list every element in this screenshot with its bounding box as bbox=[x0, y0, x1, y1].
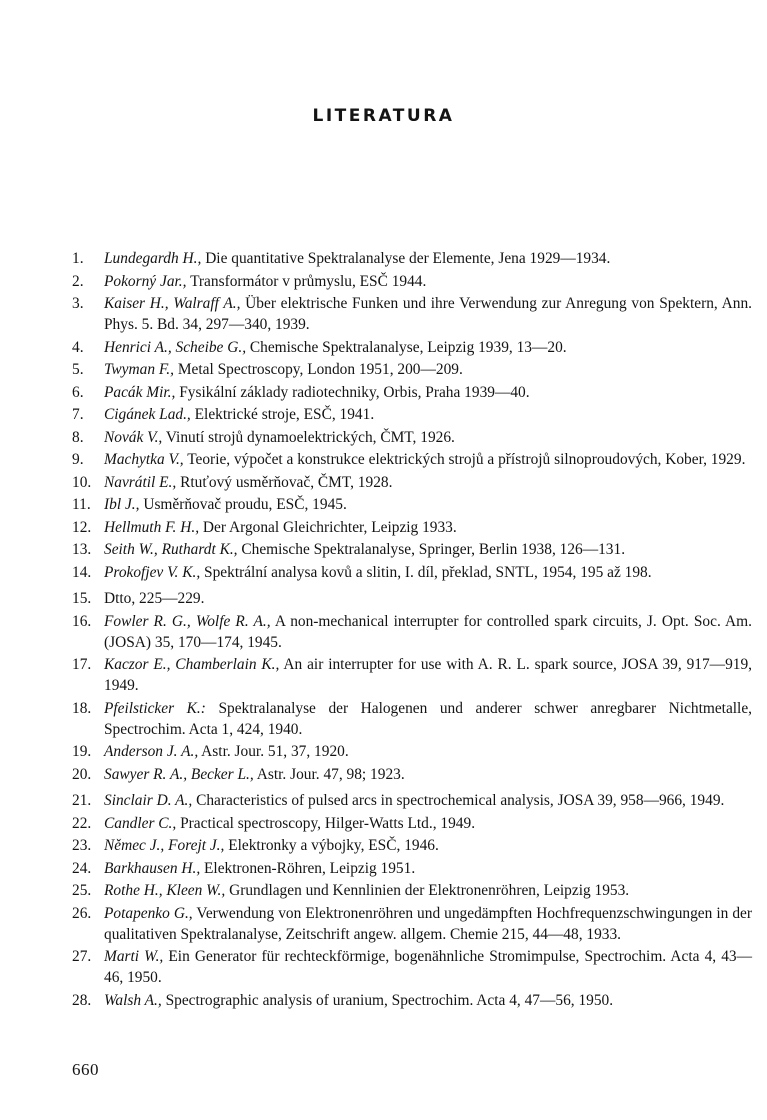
reference-body bbox=[104, 880, 752, 901]
reference-body bbox=[104, 990, 752, 1011]
reference-text: Astr. Jour. 47, 98; 1923. bbox=[253, 765, 405, 783]
reference-number: 23. bbox=[72, 837, 92, 854]
reference-item bbox=[72, 562, 752, 585]
reference-number: 5. bbox=[72, 361, 84, 378]
reference-number: 10. bbox=[72, 473, 92, 491]
reference-item bbox=[72, 654, 752, 698]
reference-body bbox=[104, 248, 752, 269]
reference-number: 22. bbox=[72, 814, 92, 832]
reference-body bbox=[104, 813, 752, 834]
reference-author: Henrici A., Scheibe G., bbox=[104, 338, 247, 356]
reference-item bbox=[72, 472, 752, 495]
reference-text: Transformátor v průmyslu, ESČ 1944. bbox=[186, 272, 427, 290]
reference-number: 24. bbox=[72, 859, 92, 877]
reference-text: Vinutí strojů dynamoelektrických, ČMT, 1926. bbox=[162, 428, 455, 446]
reference-text: Spektralanalyse der Halogenen und anderer schwer anregbarer Nichtmetalle, Spectrochim. Acta 1, 424, 1940. bbox=[104, 699, 753, 738]
reference-text: Chemische Spektralanalyse, Springer, Berlin 1938, 126—131. bbox=[237, 541, 626, 558]
reference-author: Anderson J. A., bbox=[104, 743, 199, 760]
reference-item bbox=[72, 539, 752, 562]
reference-text: Elektrické stroje, ESČ, 1941. bbox=[190, 406, 375, 423]
reference-body bbox=[104, 588, 752, 609]
reference-item bbox=[72, 698, 752, 742]
reference-body bbox=[104, 764, 752, 785]
reference-author: Kaiser H., Walraff A., bbox=[104, 295, 241, 312]
reference-item bbox=[72, 790, 752, 813]
reference-author: Sawyer R. A., Becker L., bbox=[104, 765, 254, 783]
reference-item bbox=[72, 903, 752, 947]
reference-body bbox=[104, 271, 752, 292]
reference-author: Walsh A., bbox=[104, 991, 162, 1009]
reference-item bbox=[72, 990, 752, 1013]
reference-author: Twyman F., bbox=[104, 361, 174, 378]
reference-body bbox=[104, 903, 752, 945]
reference-body bbox=[104, 562, 752, 583]
reference-body bbox=[104, 946, 752, 988]
reference-body bbox=[104, 654, 752, 696]
reference-number: 27. bbox=[72, 948, 92, 965]
reference-body bbox=[104, 517, 752, 538]
reference-item bbox=[72, 248, 752, 271]
reference-body bbox=[104, 835, 752, 856]
reference-body bbox=[104, 858, 752, 879]
reference-number: 20. bbox=[72, 765, 92, 783]
reference-body bbox=[104, 382, 752, 403]
reference-author: Candler C., bbox=[104, 814, 177, 832]
reference-number: 12. bbox=[72, 518, 92, 536]
reference-body bbox=[104, 449, 752, 470]
reference-body bbox=[104, 404, 752, 425]
reference-text: Spektrální analysa kovů a slitin, I. díl, překlad, SNTL, 1954, 195 až 198. bbox=[200, 563, 652, 581]
reference-body bbox=[104, 698, 752, 740]
reference-author: Pfeilsticker K.: bbox=[104, 699, 206, 717]
reference-item bbox=[72, 946, 752, 990]
reference-author: Pokorný Jar., bbox=[104, 272, 187, 290]
reference-item bbox=[72, 858, 752, 881]
reference-text: Chemische Spektralanalyse, Leipzig 1939, 13—20. bbox=[246, 338, 567, 356]
reference-author: Hellmuth F. H., bbox=[104, 518, 200, 536]
reference-author: Prokofjev V. K., bbox=[104, 563, 201, 581]
reference-item bbox=[72, 404, 752, 427]
reference-author: Kaczor E., Chamberlain K., bbox=[104, 656, 280, 673]
reference-text: Verwendung von Elektronenröhren und ungedämpften Hochfrequenzschwingungen in der qualitativen Spektralanalyse, Zeitschrift angew. allgem. Chemie 215, 44—48, 1933. bbox=[104, 904, 752, 943]
reference-item bbox=[72, 382, 752, 405]
reference-number: 15. bbox=[72, 590, 92, 607]
reference-body bbox=[104, 611, 752, 653]
reference-text: Elektronky a výbojky, ESČ, 1946. bbox=[224, 837, 439, 854]
reference-number: 6. bbox=[72, 383, 84, 401]
reference-number: 17. bbox=[72, 656, 92, 673]
reference-text: Characteristics of pulsed arcs in spectrochemical analysis, JOSA 39, 958—966, 1949. bbox=[192, 792, 725, 809]
reference-text: Practical spectroscopy, Hilger-Watts Ltd., 1949. bbox=[176, 814, 476, 832]
reference-text: Teorie, výpočet a konstrukce elektrických strojů a přístrojů silnoproudových, Kober, 1929. bbox=[183, 451, 746, 468]
reference-list bbox=[72, 248, 752, 1012]
reference-body bbox=[104, 293, 752, 335]
reference-number: 1. bbox=[72, 250, 84, 267]
reference-item bbox=[72, 517, 752, 540]
reference-author: Seith W., Ruthardt K., bbox=[104, 541, 238, 558]
reference-body bbox=[104, 359, 752, 380]
reference-text: Elektronen-Röhren, Leipzig 1951. bbox=[200, 859, 416, 877]
reference-number: 19. bbox=[72, 743, 92, 760]
reference-number: 13. bbox=[72, 541, 92, 558]
reference-text: An air interrupter for use with A. R. L. spark source, JOSA 39, 917—919, 1949. bbox=[104, 656, 753, 694]
reference-author: Ibl J., bbox=[104, 496, 140, 513]
reference-text: Die quantitative Spektralanalyse der Elemente, Jena 1929—1934. bbox=[201, 250, 611, 267]
reference-number: 26. bbox=[72, 904, 92, 922]
reference-author: Machytka V., bbox=[104, 451, 184, 468]
reference-author: Potapenko G., bbox=[104, 904, 193, 922]
reference-number: 16. bbox=[72, 612, 92, 630]
reference-body bbox=[104, 539, 752, 560]
reference-author: Němec J., Forejt J., bbox=[104, 837, 225, 854]
reference-body bbox=[104, 790, 752, 811]
reference-item bbox=[72, 449, 752, 472]
reference-text: Rtuťový usměrňovač, ČMT, 1928. bbox=[176, 473, 393, 491]
reference-number: 7. bbox=[72, 406, 84, 423]
reference-item bbox=[72, 494, 752, 517]
reference-text: Über elektrische Funken und ihre Verwendung zur Anregung von Spektern, Ann. Phys. 5. Bd. 34, 297—340, 1939. bbox=[104, 295, 752, 333]
reference-text: A non-mechanical interrupter for controlled spark circuits, J. Opt. Soc. Am. (JOSA) 35, 170—174, 1945. bbox=[104, 612, 752, 651]
reference-body bbox=[104, 427, 752, 448]
reference-item bbox=[72, 427, 752, 450]
reference-number: 8. bbox=[72, 428, 84, 446]
reference-author: Lundegardh H., bbox=[104, 250, 202, 267]
reference-text: Spectrographic analysis of uranium, Spectrochim. Acta 4, 47—56, 1950. bbox=[161, 991, 614, 1009]
reference-author: Barkhausen H., bbox=[104, 859, 201, 877]
reference-text: Fysikální základy radiotechniky, Orbis, Praha 1939—40. bbox=[175, 383, 530, 401]
reference-item bbox=[72, 611, 752, 655]
page-number: 660 bbox=[72, 1060, 99, 1079]
reference-text: Usměrňovač proudu, ESČ, 1945. bbox=[139, 496, 347, 513]
reference-author: Cigánek Lad., bbox=[104, 406, 191, 423]
reference-number: 14. bbox=[72, 563, 92, 581]
page-title: LITERATURA bbox=[312, 106, 455, 126]
reference-item bbox=[72, 588, 752, 611]
reference-author: Sinclair D. A., bbox=[104, 792, 193, 809]
reference-number: 21. bbox=[72, 792, 92, 809]
reference-item bbox=[72, 813, 752, 836]
reference-item bbox=[72, 293, 752, 337]
reference-author: Fowler R. G., Wolfe R. A., bbox=[104, 612, 271, 630]
reference-author: Pacák Mir., bbox=[104, 383, 176, 401]
reference-number: 4. bbox=[72, 338, 84, 356]
reference-item bbox=[72, 337, 752, 360]
reference-number: 18. bbox=[72, 699, 92, 717]
reference-number: 3. bbox=[72, 295, 84, 312]
reference-text: Astr. Jour. 51, 37, 1920. bbox=[198, 743, 349, 760]
reference-author: Novák V., bbox=[104, 428, 163, 446]
reference-item bbox=[72, 835, 752, 858]
reference-author: Rothe H., Kleen W., bbox=[104, 882, 226, 899]
reference-item bbox=[72, 271, 752, 294]
reference-body bbox=[104, 494, 752, 515]
reference-number: 11. bbox=[72, 496, 91, 513]
reference-number: 2. bbox=[72, 272, 84, 290]
reference-item bbox=[72, 880, 752, 903]
reference-author: Navrátil E., bbox=[104, 473, 177, 491]
reference-item bbox=[72, 359, 752, 382]
reference-text: Ein Generator für rechteckförmige, bogenähnliche Stromimpulse, Spectrochim. Acta 4, 43—46, 1950. bbox=[104, 948, 752, 986]
reference-body bbox=[104, 337, 752, 358]
reference-item bbox=[72, 764, 752, 787]
reference-body bbox=[104, 741, 752, 762]
reference-number: 25. bbox=[72, 882, 92, 899]
reference-text: Dtto, 225—229. bbox=[104, 590, 205, 607]
reference-text: Der Argonal Gleichrichter, Leipzig 1933. bbox=[199, 518, 457, 536]
reference-number: 9. bbox=[72, 451, 84, 468]
reference-author: Marti W., bbox=[104, 948, 164, 965]
reference-text: Grundlagen und Kennlinien der Elektronenröhren, Leipzig 1953. bbox=[225, 882, 630, 899]
reference-number: 28. bbox=[72, 991, 92, 1009]
reference-text: Metal Spectroscopy, London 1951, 200—209. bbox=[173, 361, 463, 378]
reference-body bbox=[104, 472, 752, 493]
reference-item bbox=[72, 741, 752, 764]
